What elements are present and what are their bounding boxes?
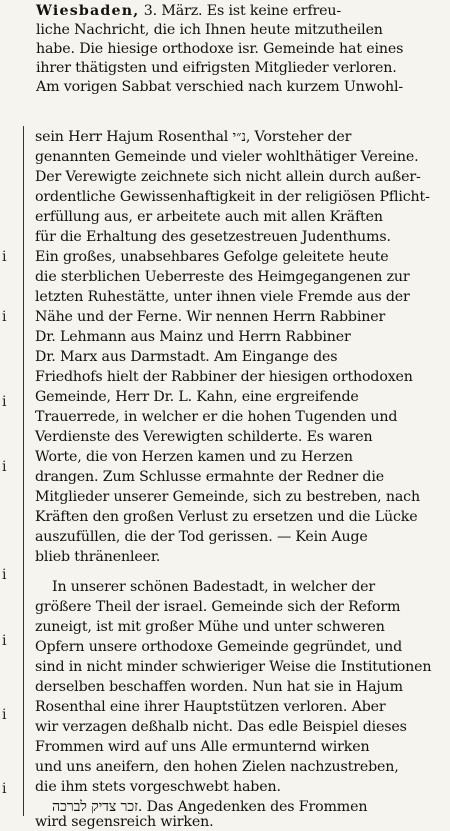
article-line: Dr. Marx aus Darmstadt. Am Eingange des [35, 349, 338, 365]
article-line: wird segensreich wirken. [35, 814, 214, 830]
article-line: blieb thränenleer. [35, 549, 161, 565]
article-line: Nähe und der Ferne. Wir nennen Herrn Rabbiner [35, 309, 386, 325]
article-line: auszufüllen, die der Tod gerissen. — Kein Auge [35, 529, 368, 545]
margin-mark: i [2, 707, 7, 723]
article-line: Gemeinde, Herr Dr. L. Kahn, eine ergreifende [35, 389, 359, 405]
article-line: erfüllung aus, er arbeitete auch mit allen Kräften [35, 209, 383, 225]
article-line: derselben beschaffen worden. Nun hat sie in Hajum [35, 679, 403, 695]
article-line: wir verzagen deßhalb nicht. Das edle Beispiel dieses [35, 719, 407, 735]
article-line: ordentliche Gewissenhaftigkeit in der religiösen Pflicht- [35, 189, 430, 205]
margin-mark: i [2, 459, 7, 475]
left-column-margin [2, 0, 12, 830]
article-line: zuneigt, ist mit großer Mühe und unter schweren [35, 619, 385, 635]
article-line: Kräften den großen Verlust zu ersetzen und die Lücke [35, 509, 418, 525]
article-line: größere Theil der israel. Gemeinde sich der Reform [35, 599, 401, 615]
article-line: Mitglieder unserer Gemeinde, sich zu bestreben, nach [35, 489, 420, 505]
article-line: Ein großes, unabsehbares Gefolge geleitete heute [35, 249, 389, 265]
margin-mark: i [2, 633, 7, 649]
article-line: Dr. Lehmann aus Mainz und Herrn Rabbiner [35, 329, 351, 345]
article-line: Verdienste des Verewigten schilderte. Es waren [35, 429, 373, 445]
dateline-date: 3. März. [143, 3, 203, 19]
article-line: genannten Gemeinde und vieler wohlthätiger Vereine. [35, 149, 419, 165]
article-line: Rosenthal eine ihrer Hauptstützen verloren. Aber [35, 699, 386, 715]
article-line: sind in nicht minder schwieriger Weise die Institutionen [35, 659, 432, 675]
article-line: letzten Ruhestätte, unter ihnen viele Fremde aus der [35, 289, 410, 305]
margin-mark: i [2, 249, 7, 265]
margin-mark: i [2, 394, 7, 410]
article-line-text: Es ist keine erfreu- [206, 3, 342, 19]
article-line: drangen. Zum Schlusse ermahnte der Redner die [35, 469, 384, 485]
article-line: זכר צדיק לברכה. Das Angedenken des Frommen [52, 799, 368, 815]
article-line: Frommen wird auf uns Alle ermunternd wirken [35, 739, 370, 755]
article-line: habe. Die hiesige orthodoxe isr. Gemeinde hat eines [36, 41, 404, 57]
article-line: liche Nachricht, die ich Ihnen heute mitzutheilen [36, 22, 383, 38]
article-line [36, 2, 341, 20]
article-line: Der Verewigte zeichnete sich nicht allein durch außer- [35, 169, 421, 185]
margin-mark: i [2, 567, 7, 583]
article-line: Friedhofs hielt der Rabbiner der hiesigen orthodoxen [35, 369, 413, 385]
article-line: die ihm stets vorgeschwebt haben. [35, 779, 281, 795]
article-line: Opfern unsere orthodoxe Gemeinde gegründet, und [35, 639, 403, 655]
article-line: In unserer schönen Badestadt, in welcher der [52, 579, 376, 595]
article-line: Am vorigen Sabbat verschied nach kurzem Unwohl- [36, 79, 404, 95]
margin-mark: i [2, 309, 7, 325]
article-line: sein Herr Hajum Rosenthal נ״י, Vorsteher der [35, 129, 352, 145]
margin-mark: i [2, 781, 7, 797]
article-line: für die Erhaltung des gesetzestreuen Judenthums. [35, 229, 391, 245]
article-line: Worte, die von Herzen kamen und zu Herzen [35, 449, 353, 465]
dateline-place: Wiesbaden, [36, 3, 140, 19]
column-divider [23, 126, 24, 816]
article-line: ihrer thätigsten und eifrigsten Mitglieder verloren. [36, 60, 397, 76]
article-line: die sterblichen Ueberreste des Heimgegangenen zur [35, 269, 410, 285]
article-line: und uns aneifern, den hohen Zielen nachzustreben, [35, 759, 399, 775]
article-line: Trauerrede, in welcher er die hohen Tugenden und [35, 409, 398, 425]
